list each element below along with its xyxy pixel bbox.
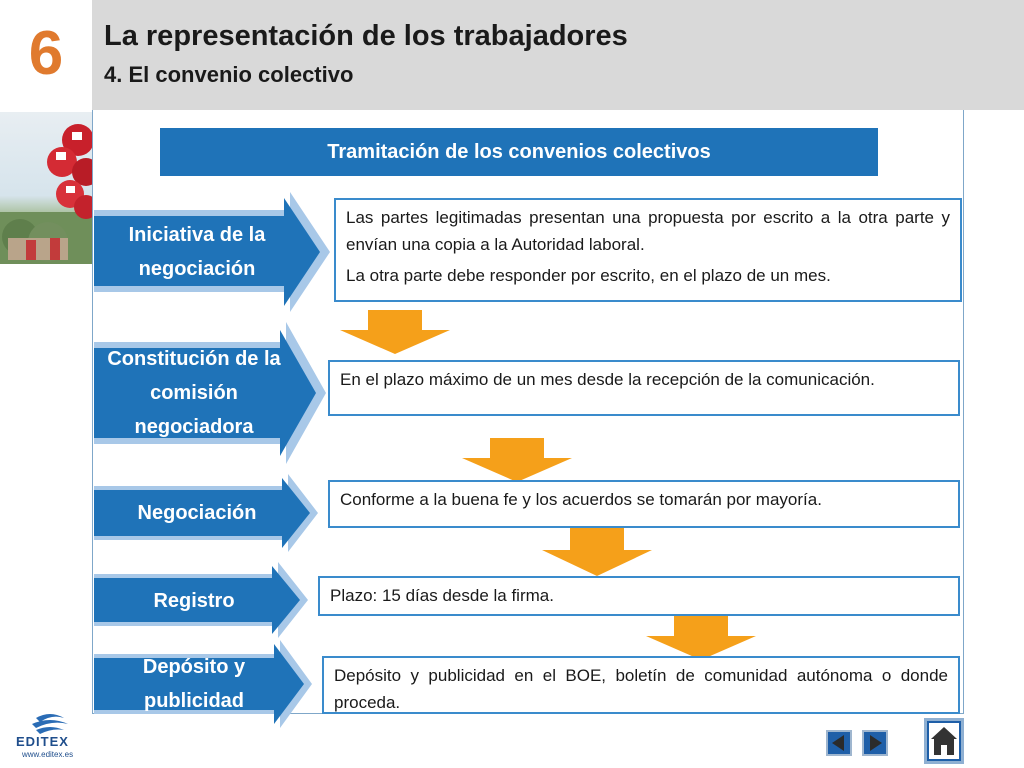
step-negociacion [94,474,318,552]
step-iniciativa [94,192,330,312]
next-button[interactable] [862,730,888,756]
header-band [0,0,1024,110]
logo-url[interactable]: www.editex.es [22,750,74,759]
previous-button[interactable] [826,730,852,756]
step-label: Iniciativa de la negociación [128,224,266,280]
step-description: Conforme a la buena fe y los acuerdos se tomarán por mayoría. [328,480,960,528]
page-title: La representación de los trabajadores [104,20,628,52]
step-constitucion [94,322,326,464]
chapter-number: 6 [28,19,64,88]
step-deposito [94,640,312,728]
home-icon [927,721,961,761]
decorative-photo [0,112,96,264]
down-arrow-icon [462,438,572,482]
section-banner: Tramitación de los convenios colectivos [160,128,878,176]
page-subtitle: 4. El convenio colectivo [104,62,354,87]
next-arrow-icon [864,732,886,754]
step-description: En el plazo máximo de un mes desde la recepción de la comunicación. [328,360,960,416]
down-arrow-icon [646,616,756,660]
down-arrow-icon [340,310,450,354]
chapter-badge [0,0,92,110]
step-label: Constitución de la comisión negociadora [107,348,281,438]
step-description: Depósito y publicidad en el BOE, boletín de comunidad autónoma o donde proceda. [322,656,960,714]
step-description: Las partes legitimadas presentan una propuesta por escrito a la otra parte y envían una copia a la Autoridad laboral. La otra parte debe responder por escrito, en el plazo de un mes. [334,198,962,302]
step-label: Negociación [137,502,257,524]
step-registro [94,562,308,638]
step-label: Depósito y publicidad [142,656,246,712]
step-label: Registro [153,590,235,612]
home-button[interactable] [924,718,964,764]
down-arrow-icon [542,528,652,576]
logo-text: EDITEX [16,734,69,749]
prev-arrow-icon [828,732,850,754]
step-description: Plazo: 15 días desde la firma. [318,576,960,616]
